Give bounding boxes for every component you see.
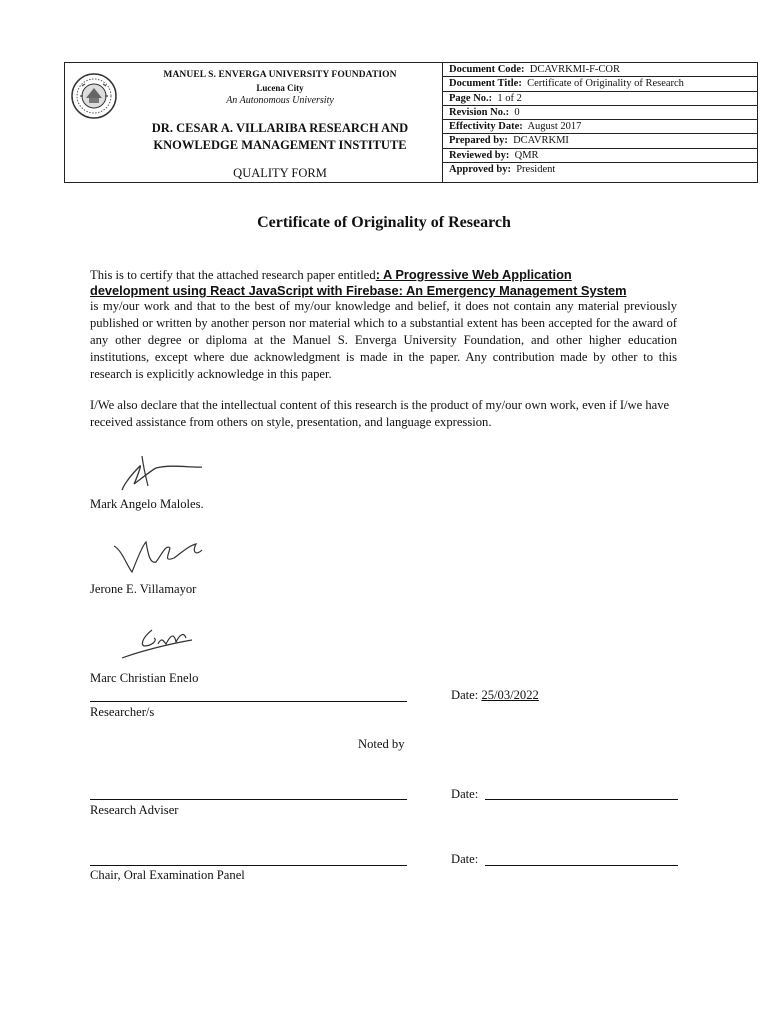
meta-row-document-code: Document Code: DCAVRKMI-F-COR [443, 63, 757, 77]
chair-date-label: Date: [451, 852, 479, 866]
adviser-signature-line [90, 799, 407, 800]
adviser-date-label: Date: [451, 787, 479, 801]
meta-row-page-no: Page No.: 1 of 2 [443, 92, 757, 106]
chair-date-line [485, 865, 678, 866]
chair-label: Chair, Oral Examination Panel [90, 868, 245, 882]
researcher-name-2: Jerone E. Villamayor [90, 582, 197, 596]
researcher-label: Researcher/s [90, 705, 155, 719]
signature-1-image [112, 450, 212, 494]
originality-paragraph: is my/our work and that to the best of my/our knowledge and belief, it does not contain any material previously published or written by another person nor material which to a substantial extent has been accepted for the award of any other degree or diploma at the Manuel S. Enverga University Foundation, and other higher education institutions, except where due acknowledgment is made in the paper. Any contribution made by other to this research is explicitly acknowledge in this paper. [90, 299, 677, 381]
document-header [64, 62, 758, 183]
researcher-date-value: 25/03/2022 [481, 688, 539, 702]
researcher-name-3: Marc Christian Enelo [90, 671, 199, 685]
declaration-paragraph: I/We also declare that the intellectual content of this research is the product of my/our own work, even if I/we have received assistance from others on style, presentation, and language expression. [90, 398, 670, 429]
meta-row-approved-by: Approved by: President [449, 164, 556, 175]
chair-signature-line [90, 865, 407, 866]
researcher-name-1: Mark Angelo Maloles. [90, 497, 204, 511]
research-title-part1: : A Progressive Web Application [375, 267, 572, 282]
meta-row-reviewed-by: Reviewed by: QMR [443, 149, 757, 163]
university-tagline: An Autonomous University [226, 95, 334, 106]
university-seal-icon [70, 72, 118, 120]
researcher-date-label: Date: [451, 688, 479, 702]
researcher-date [451, 688, 539, 703]
form-type: QUALITY FORM [233, 166, 327, 180]
meta-row-document-title: Document Title: Certificate of Originality of Research [443, 77, 757, 92]
meta-row-revision-no: Revision No.: 0 [443, 106, 757, 120]
signature-3-image [118, 622, 198, 662]
institute-name-line1: DR. CESAR A. VILLARIBA RESEARCH AND [151, 121, 409, 135]
adviser-label: Research Adviser [90, 803, 179, 817]
noted-by-label: Noted by [358, 737, 405, 751]
meta-row-prepared-by: Prepared by: DCAVRKMI [443, 134, 757, 149]
university-name: MANUEL S. ENVERGA UNIVERSITY FOUNDATION [163, 70, 397, 80]
header-institution-block [65, 63, 443, 182]
certificate-title: Certificate of Originality of Research [257, 214, 511, 231]
intro-text: This is to certify that the attached research paper entitled [90, 268, 376, 282]
signature-2-image [108, 532, 208, 580]
researcher-signature-line [90, 701, 407, 702]
meta-row-effectivity-date: Effectivity Date: August 2017 [443, 120, 757, 134]
university-city: Lucena City [256, 83, 304, 93]
institute-name-line2: KNOWLEDGE MANAGEMENT INSTITUTE [153, 138, 407, 152]
research-title-part2: development using React JavaScript with Firebase: An Emergency Management System [90, 283, 627, 298]
adviser-date-line [485, 799, 678, 800]
